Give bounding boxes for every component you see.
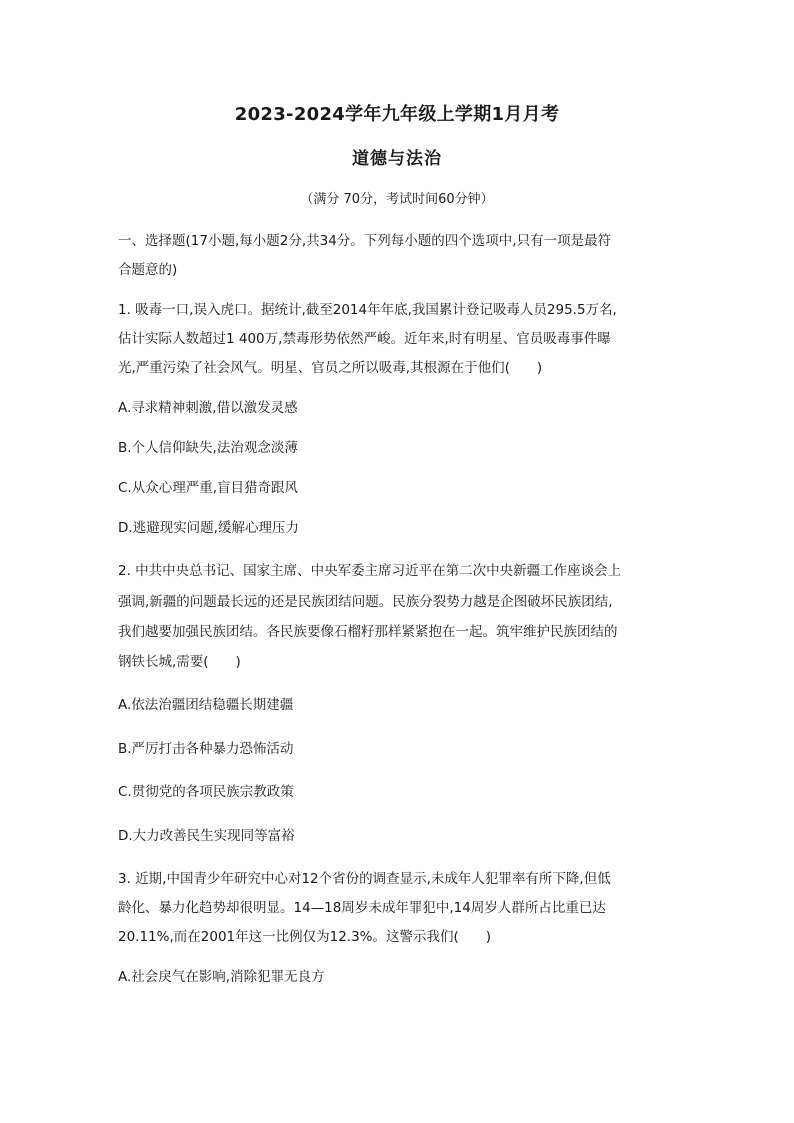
question-2-option-d: D.大力改善民生实现同等富裕 [118,828,295,844]
exam-title: 2023-2024学年九年级上学期1月月考 [234,104,560,125]
question-1-option-b: B.个人信仰缺失,法治观念淡薄 [118,440,298,456]
question-1-text: 光,严重污染了社会风气。明星、官员之所以吸毒,其根源在于他们( ) [118,360,543,376]
question-3-text: 3. 近期,中国青少年研究中心对12个省份的调查显示,未成年人犯罪率有所下降,但低 [118,871,611,887]
question-3-option-a: A.社会戾气在影响,消除犯罪无良方 [118,969,325,985]
subject-title: 道德与法治 [352,149,442,169]
question-2-text: 我们越要加强民族团结。各民族要像石榴籽那样紧紧抱在一起。筑牢维护民族团结的 [118,624,618,640]
question-2-option-c: C.贯彻党的各项民族宗教政策 [118,784,294,800]
section-heading-line: 一、选择题(17小题,每小题2分,共34分。下列每小题的四个选项中,只有一项是最符 [118,233,612,249]
question-2-text: 钢铁长城,需要( ) [118,654,241,670]
section-heading-line: 合题意的) [118,262,178,278]
question-2-text: 2. 中共中央总书记、国家主席、中央军委主席习近平在第二次中央新疆工作座谈会上 [118,563,622,579]
question-2-option-b: B.严厉打击各种暴力恐怖活动 [118,741,294,757]
question-1-option-c: C.从众心理严重,盲目猎奇跟风 [118,480,299,496]
question-3-text: 龄化、暴力化趋势却很明显。14—18周岁未成年罪犯中,14周岁人群所占比重已达 [118,900,606,916]
question-1-option-d: D.逃避现实问题,缓解心理压力 [118,520,299,536]
question-1-text: 1. 吸毒一口,误入虎口。据统计,截至2014年年底,我国累计登记吸毒人员295.5万名, [118,302,617,318]
question-1-text: 估计实际人数超过1 400万,禁毒形势依然严峻。近年来,时有明星、官员吸毒事件曝 [118,331,611,347]
question-2-option-a: A.依法治疆团结稳疆长期建疆 [118,697,294,713]
question-2-text: 强调,新疆的问题最长远的还是民族团结问题。民族分裂势力越是企图破坏民族团结, [118,594,613,610]
question-1-option-a: A.寻求精神刺激,借以激发灵感 [118,400,298,416]
question-3-text: 20.11%,而在2001年这一比例仅为12.3%。这警示我们( ) [118,929,492,945]
score-time-note: （满分 70分，考试时间60分钟） [300,192,494,207]
